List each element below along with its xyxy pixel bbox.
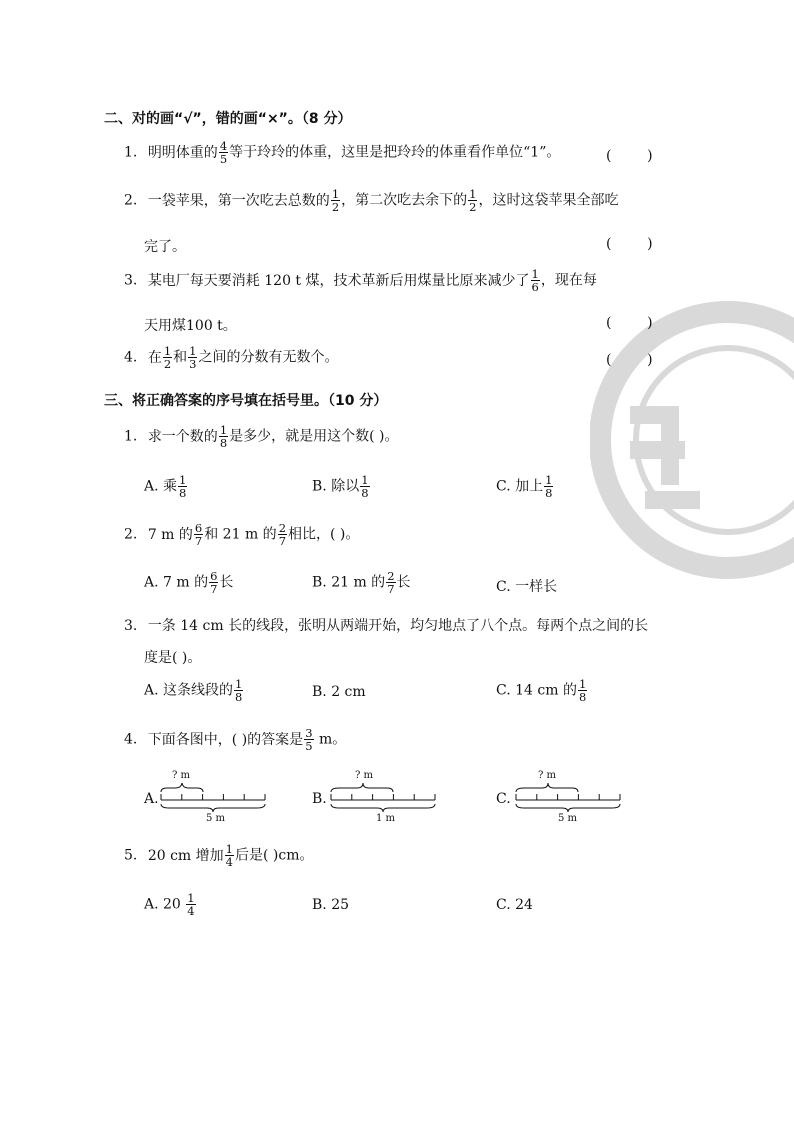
s3-q4 xyxy=(124,727,346,752)
answer-paren[interactable]: ( ) xyxy=(606,352,653,368)
fraction: $\frac{3}{5}$ xyxy=(305,726,313,754)
item-text: m。 xyxy=(314,731,347,748)
option-c[interactable]: C. 一样长 xyxy=(496,579,558,595)
item-text: 7 m 的 xyxy=(147,526,193,543)
item-text: 明明体重的 xyxy=(147,144,218,161)
fraction: $\frac{2}{7}$ xyxy=(278,521,287,549)
option-a[interactable]: A. 这条线段的 $\frac{1}{8}$ xyxy=(144,677,243,705)
section-3-title: 三、将正确答案的序号填在括号里。（10 分） xyxy=(104,393,388,409)
item-text: 下面各图中，( )的答案是 xyxy=(147,731,304,748)
fraction: $\frac{1}{2}$ xyxy=(469,187,477,215)
option-c[interactable]: C. 24 xyxy=(496,897,533,913)
s3-q5 xyxy=(124,843,313,868)
fraction: $\frac{1}{6}$ xyxy=(531,267,539,295)
item-text: ，第二次吃去余下的 xyxy=(341,192,468,209)
item-number: 3. xyxy=(124,618,138,634)
answer-paren[interactable]: ( ) xyxy=(606,236,653,252)
item-number: 3. xyxy=(124,272,138,289)
answer-paren[interactable]: ( ) xyxy=(606,315,653,331)
diagram-total-label: 1 m xyxy=(376,813,396,824)
fraction: $\frac{1}{4}$ xyxy=(225,842,233,870)
s3-q3 xyxy=(124,615,648,635)
s2-item-3 xyxy=(124,268,597,293)
item-text: 之间的分数有无数个。 xyxy=(198,349,339,366)
diagram-top-label: ? m xyxy=(538,770,557,781)
item-text: 在 xyxy=(147,349,162,366)
item-number: 5. xyxy=(124,847,138,864)
item-text: 求一个数的 xyxy=(147,428,218,445)
s2-item-1 xyxy=(124,140,560,165)
s3-q3-line2: 度是( )。 xyxy=(144,650,202,666)
item-number: 2. xyxy=(124,192,138,209)
option-c[interactable]: C. 加上 $\frac{1}{8}$ xyxy=(496,473,553,501)
option-b[interactable]: B. 2 cm xyxy=(312,684,366,700)
item-text: ，现在每 xyxy=(540,272,597,289)
option-c[interactable]: C. 14 cm 的 $\frac{1}{8}$ xyxy=(496,677,587,705)
diagram-total-label: 5 m xyxy=(558,813,578,824)
option-c-label[interactable]: C. xyxy=(496,791,511,807)
item-number: 1. xyxy=(124,428,138,445)
item-text: 等于玲玲的体重，这里是把玲玲的体重看作单位“1”。 xyxy=(229,144,561,161)
item-text: 相比，( )。 xyxy=(288,526,360,543)
answer-paren[interactable]: ( ) xyxy=(606,148,653,164)
item-number: 4. xyxy=(124,731,138,748)
option-b[interactable]: B. 21 m 的 $\frac{2}{7}$ 长 xyxy=(312,569,411,597)
s3-q2 xyxy=(124,522,359,547)
watermark-stamp xyxy=(590,300,794,580)
item-text: 一条 14 cm 长的线段，张明从两端开始，均匀地点了八个点。每两个点之间的长 xyxy=(147,618,649,634)
item-number: 1. xyxy=(124,144,138,161)
item-text: 和 xyxy=(173,349,188,366)
diagram-total-label: 5 m xyxy=(206,813,226,824)
option-a-label[interactable]: A. xyxy=(144,791,159,807)
option-a[interactable]: A. 7 m 的 $\frac{6}{7}$ 长 xyxy=(144,569,234,597)
fraction: $\frac{1}{8}$ xyxy=(219,423,228,451)
item-text: 某电厂每天要消耗 120 t 煤，技术革新后用煤量比原来减少了 xyxy=(147,272,530,289)
fraction: $\frac{6}{7}$ xyxy=(194,521,203,549)
section-2-title: 二、对的画“√”，错的画“×”。（8 分） xyxy=(104,111,352,127)
option-a[interactable]: A. 20 $\frac{1}{4}$ xyxy=(144,891,195,919)
s2-item-3-line2: 天用煤100 t。 xyxy=(144,318,237,334)
item-text: ，这时这袋苹果全部吃 xyxy=(478,192,619,209)
fraction: $\frac{1}{2}$ xyxy=(331,187,340,215)
option-b-label[interactable]: B. xyxy=(312,791,327,807)
fraction: $\frac{1}{3}$ xyxy=(189,344,197,372)
option-b[interactable]: B. 除以 $\frac{1}{8}$ xyxy=(312,473,369,501)
s2-item-2-line2: 完了。 xyxy=(144,239,186,255)
diagram-top-label: ? m xyxy=(172,770,191,781)
fraction: $\frac{1}{2}$ xyxy=(163,344,172,372)
option-b[interactable]: B. 25 xyxy=(312,897,350,913)
s3-q1 xyxy=(124,424,399,449)
item-text: 20 cm 增加 xyxy=(147,847,224,864)
item-number: 2. xyxy=(124,526,138,543)
fraction: $\frac{4}{5}$ xyxy=(219,139,228,167)
item-text: 后是( )cm。 xyxy=(234,847,314,864)
item-number: 4. xyxy=(124,349,138,366)
diagram-top-label: ? m xyxy=(355,770,374,781)
item-text: 是多少，就是用这个数( )。 xyxy=(229,428,399,445)
option-a[interactable]: A. 乘 $\frac{1}{8}$ xyxy=(144,473,187,501)
item-text: 一袋苹果，第一次吃去总数的 xyxy=(147,192,330,209)
item-text: 和 21 m 的 xyxy=(204,526,277,543)
s2-item-4 xyxy=(124,345,338,370)
s2-item-2 xyxy=(124,188,618,213)
